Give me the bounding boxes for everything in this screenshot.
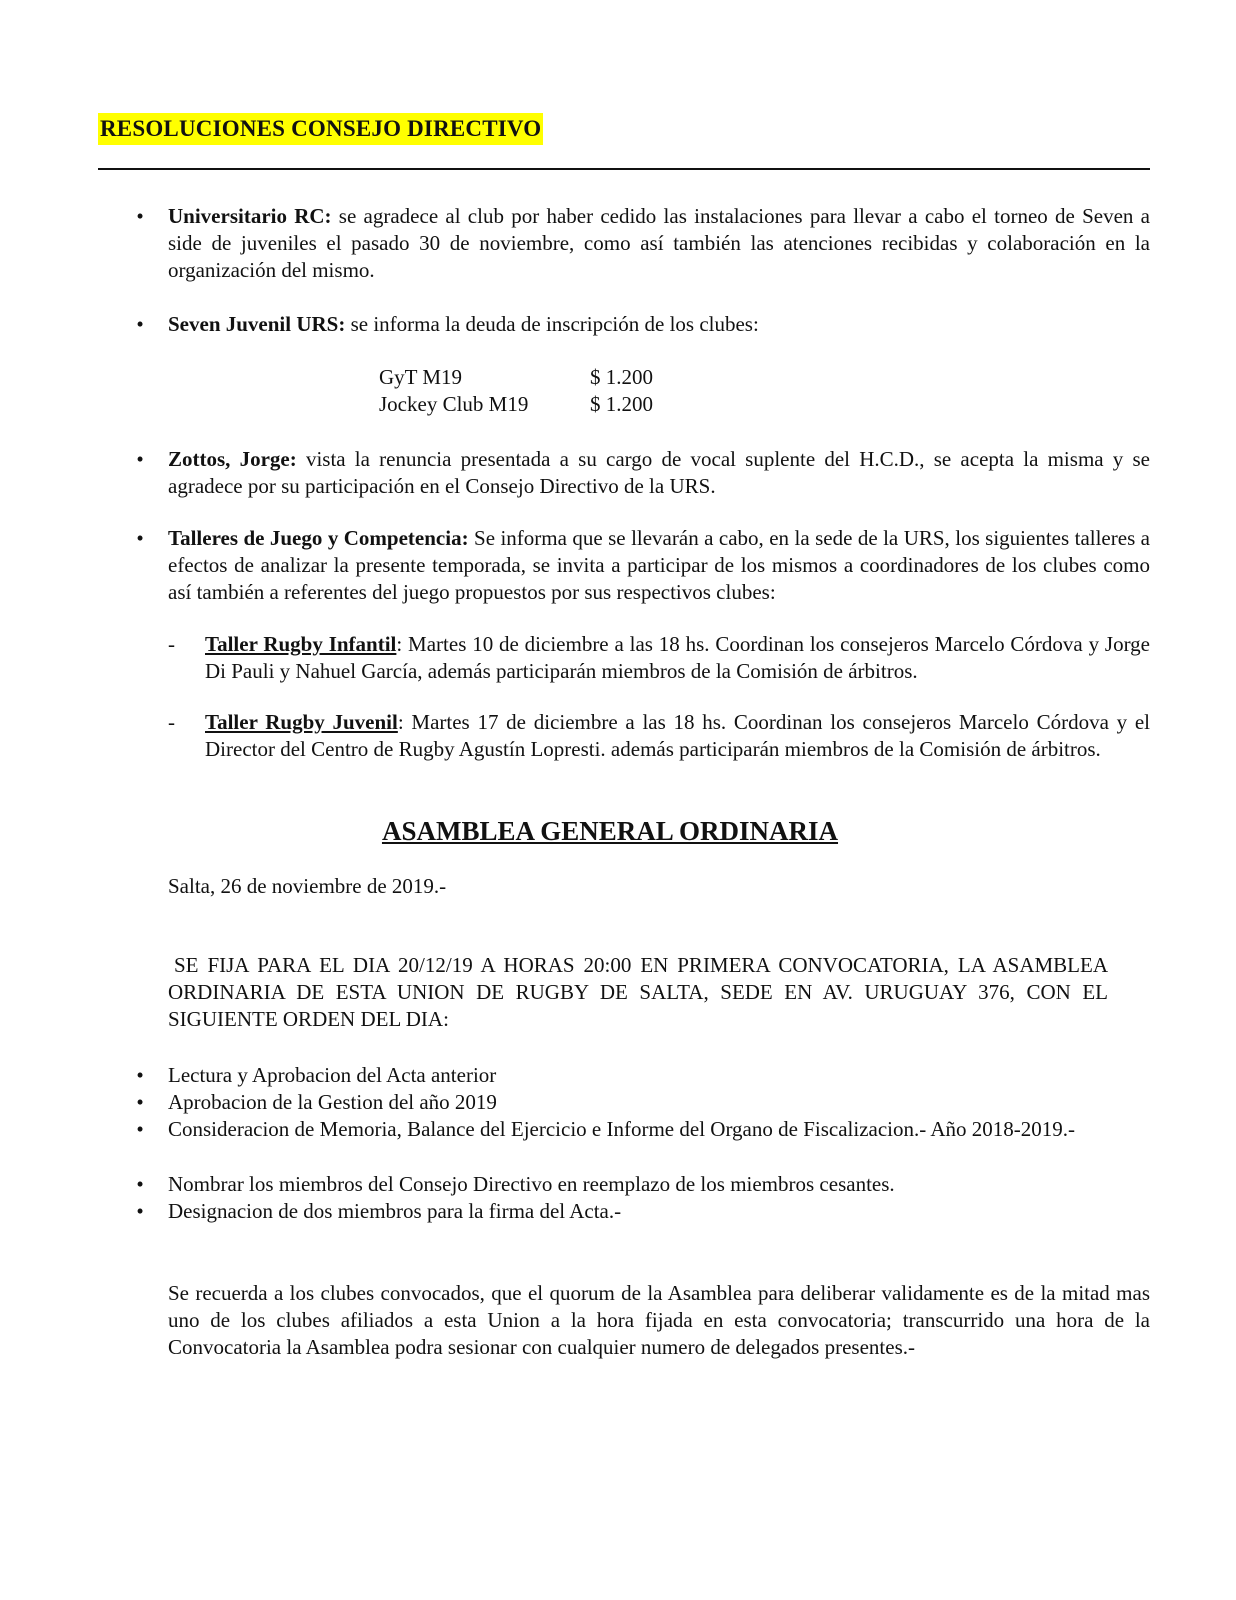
bullet-icon: • <box>136 1090 144 1114</box>
taller-item <box>205 631 1150 685</box>
bullet-icon: • <box>136 1117 144 1141</box>
bullet-icon: • <box>136 1063 144 1087</box>
debt-amount: $ 1.200 <box>590 392 653 416</box>
bullet-icon: • <box>136 1199 144 1223</box>
dash-marker: - <box>168 632 175 656</box>
section-title-asamblea: ASAMBLEA GENERAL ORDINARIA <box>381 816 839 846</box>
taller-text: : Martes 10 de diciembre a las 18 hs. Coordinan los consejeros Marcelo Córdova y Jorge Di Pauli y Nahuel García, además participarán miembros de la Comisión de árbitros. <box>205 632 1150 683</box>
bullet-icon: • <box>136 204 144 228</box>
agenda-text: Consideracion de Memoria, Balance del Ejercicio e Informe del Organo de Fiscalizacion.- Año 2018-2019.- <box>168 1117 1075 1141</box>
dash-marker: - <box>168 710 175 734</box>
document-date: Salta, 26 de noviembre de 2019.- <box>168 874 447 898</box>
resolution-item <box>168 525 1150 606</box>
debt-club: GyT M19 <box>379 365 463 389</box>
item-text: se agradece al club por haber cedido las instalaciones para llevar a cabo el torneo de Seven a side de juveniles el pasado 30 de noviembre, como así también las atenciones recibidas y colaboración en la organización del mismo. <box>168 204 1150 282</box>
item-text: Se informa que se llevarán a cabo, en la sede de la URS, los siguientes talleres a efectos de analizar la presente temporada, se invita a participar de los mismos a coordinadores de los clubes como así también a referentes del juego propuestos por sus respectivos clubes: <box>168 526 1150 604</box>
debt-club: Jockey Club M19 <box>379 392 529 416</box>
taller-item <box>205 709 1150 763</box>
resolution-item <box>168 203 1150 284</box>
resolution-item <box>168 446 1150 500</box>
item-label: Zottos, Jorge: <box>168 447 297 471</box>
agenda-text: Designacion de dos miembros para la firma del Acta.- <box>168 1199 622 1223</box>
horizontal-rule <box>98 168 1150 170</box>
taller-label: Taller Rugby Infantil <box>205 632 397 656</box>
agenda-text: Nombrar los miembros del Consejo Directivo en reemplazo de los miembros cesantes. <box>168 1172 895 1196</box>
bullet-icon: • <box>136 312 144 336</box>
quorum-paragraph: Se recuerda a los clubes convocados, que el quorum de la Asamblea para deliberar validamente es de la mitad mas uno de los clubes afiliados a esta Union a la hora fijada en esta convocatoria; transcurrido una hora de la Convocatoria la Asamblea podra sesionar con cualquier numero de delegados presentes.- <box>168 1281 1150 1359</box>
section-title-resoluciones: RESOLUCIONES CONSEJO DIRECTIVO <box>98 113 543 145</box>
taller-label: Taller Rugby Juvenil <box>205 710 398 734</box>
item-label: Seven Juvenil URS: <box>168 312 346 336</box>
taller-text: : Martes 17 de diciembre a las 18 hs. Coordinan los consejeros Marcelo Córdova y el Director del Centro de Rugby Agustín Lopresti. además participarán miembros de la Comisión de árbitros. <box>205 710 1150 761</box>
convocatoria-paragraph: SE FIJA PARA EL DIA 20/12/19 A HORAS 20:00 EN PRIMERA CONVOCATORIA, LA ASAMBLEA ORDINARIA DE ESTA UNION DE RUGBY DE SALTA, SEDE EN AV. URUGUAY 376, CON EL SIGUIENTE ORDEN DEL DIA: <box>168 953 1108 1031</box>
resolution-item <box>168 311 1150 338</box>
item-label: Universitario RC: <box>168 204 332 228</box>
item-text: vista la renuncia presentada a su cargo de vocal suplente del H.C.D., se acepta la misma y se agradece por su participación en el Consejo Directivo de la URS. <box>168 447 1150 498</box>
bullet-icon: • <box>136 447 144 471</box>
agenda-text: Aprobacion de la Gestion del año 2019 <box>168 1090 497 1114</box>
bullet-icon: • <box>136 1172 144 1196</box>
item-text: se informa la deuda de inscripción de los clubes: <box>345 312 759 336</box>
item-label: Talleres de Juego y Competencia: <box>168 526 469 550</box>
debt-amount: $ 1.200 <box>590 365 653 389</box>
bullet-icon: • <box>136 526 144 550</box>
agenda-text: Lectura y Aprobacion del Acta anterior <box>168 1063 497 1087</box>
